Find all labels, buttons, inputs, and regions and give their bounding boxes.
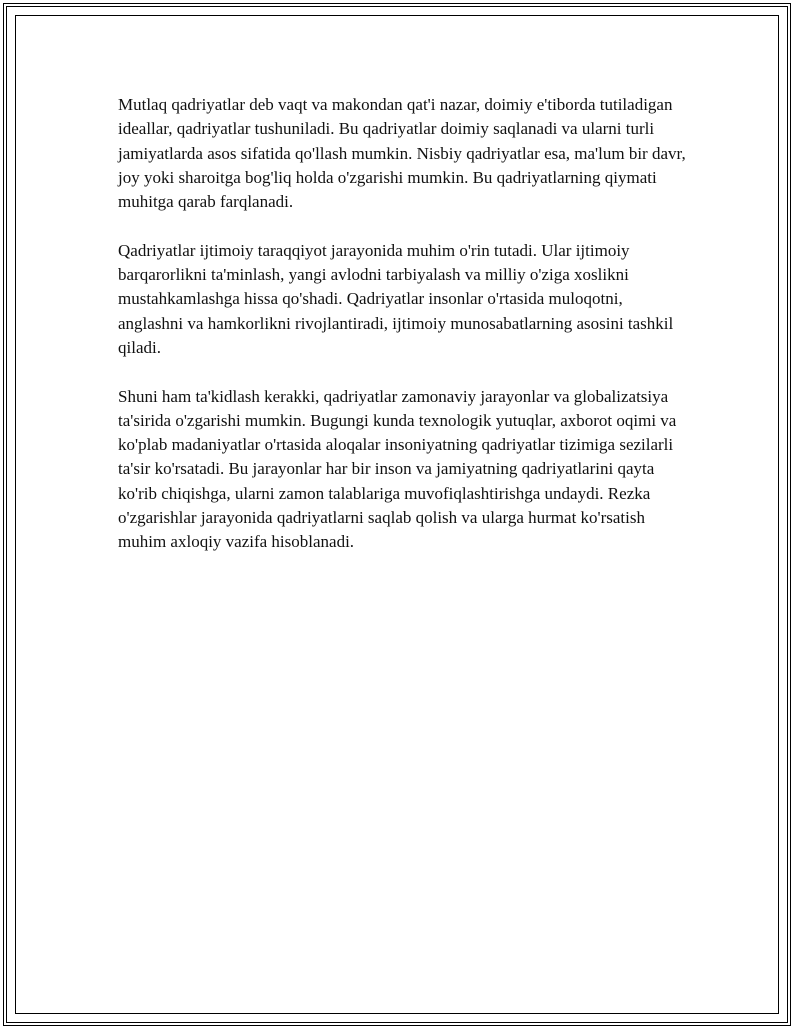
paragraph-3: Shuni ham ta'kidlash kerakki, qadriyatlar zamonaviy jarayonlar va globalizatsiya ta'sirida o'zgarishi mumkin. Bugungi kunda texnologik yutuqlar, axborot oqimi va ko'plab madaniyatlar o'rtasida aloqalar insoniyatning qadriyatlar tizimiga sezilarli ta'sir ko'rsatadi. Bu jarayonlar har bir inson va jamiyatning qadriyatlarini qayta ko'rib chiqishga, ularni zamon talablariga muvofiqlashtirishga undaydi. Rezka o'zgarishlar jarayonida qadriyatlarni saqlab qolish va ularga hurmat ko'rsatish muhim axloqiy vazifa hisoblanadi. xyxy=(118,386,677,552)
paragraph-1: Mutlaq qadriyatlar deb vaqt va makondan qat'i nazar, doimiy e'tiborda tutiladigan ideallar, qadriyatlar tushuniladi. Bu qadriyatlar doimiy saqlanadi va ularni turli jamiyatlarda asos sifatida qo'llash mumkin. Nisbiy qadriyatlar esa, ma'lum bir davr, joy yoki sharoitga bog'liq holda o'zgarishi mumkin. Bu qadriyatlarning qiymati muhitga qarab farqlanadi. xyxy=(118,95,686,212)
paragraph-2: Qadriyatlar ijtimoiy taraqqiyot jarayonida muhim o'rin tutadi. Ular ijtimoiy barqarorlikni ta'minlash, yangi avlodni tarbiyalash va milliy o'ziga xoslikni mustahkamlashga hissa qo'shadi. Qadriyatlar insonlar o'rtasida muloqotni, anglashni va hamkorlikni rivojlantiradi, ijtimoiy munosabatlarning asosini tashkil qiladi. xyxy=(118,240,674,357)
document-body xyxy=(118,93,690,579)
